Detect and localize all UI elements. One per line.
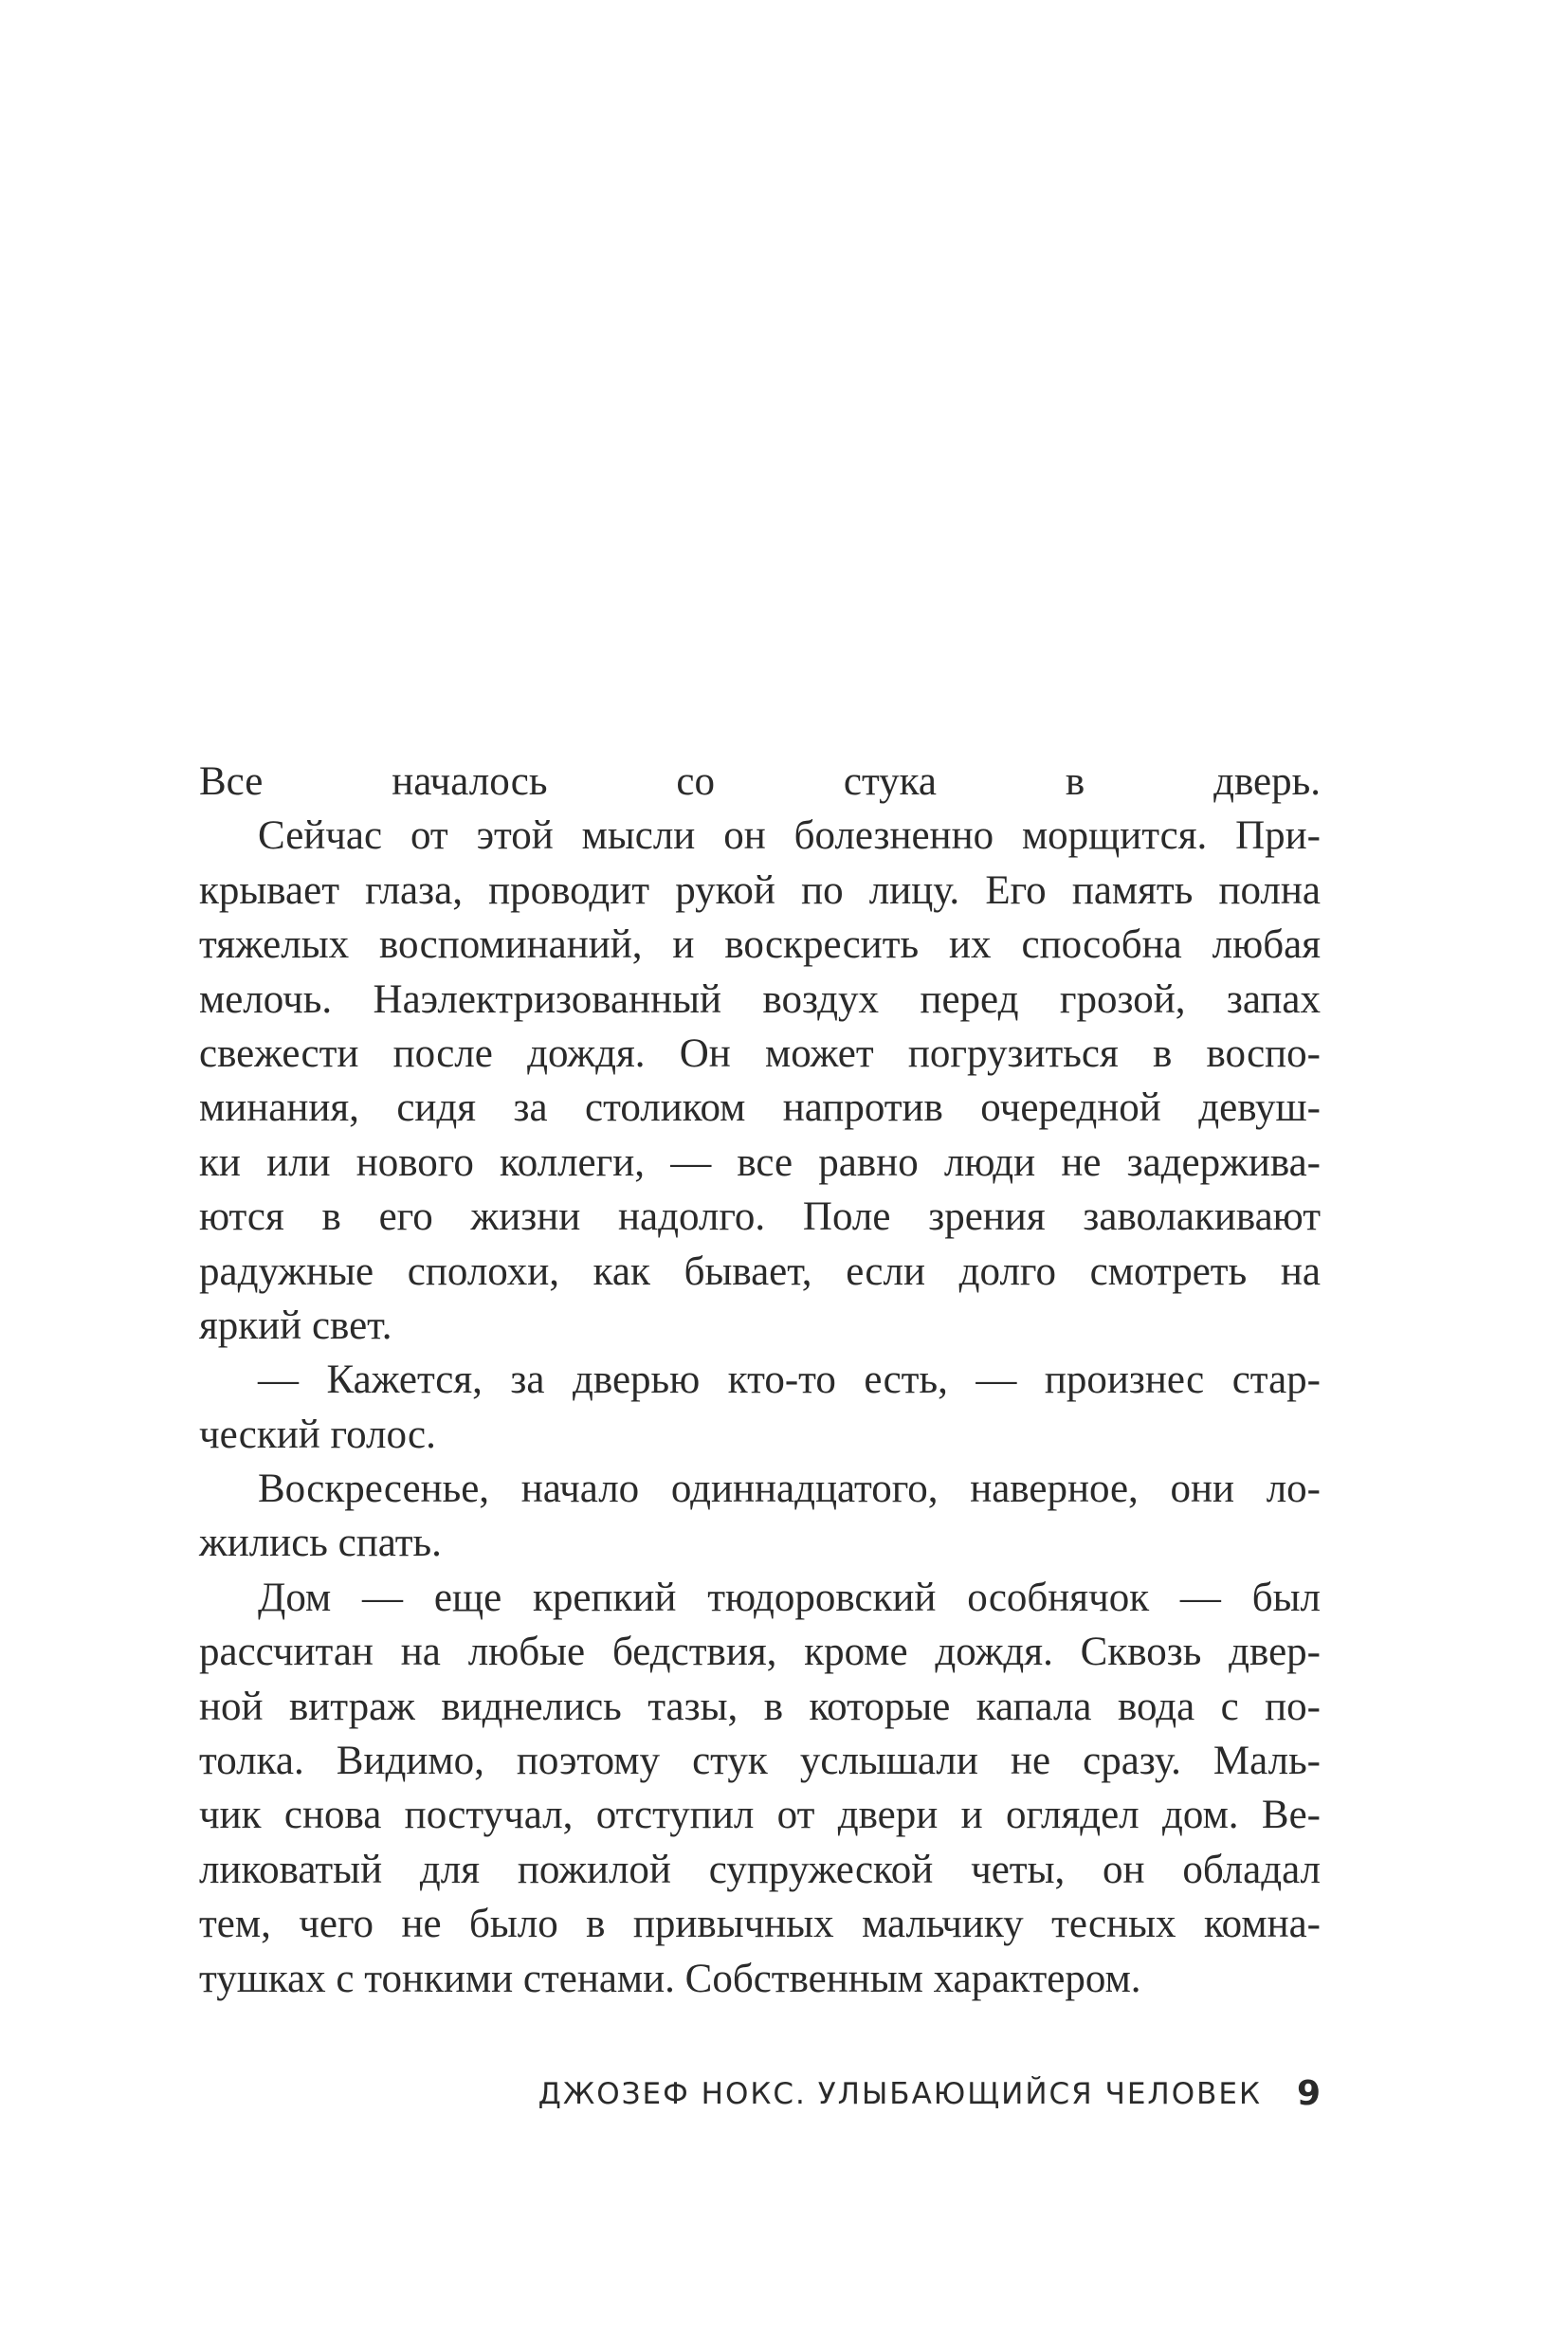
body-line: ной витраж виднелись тазы, в которые капала вода с по-	[199, 1684, 1321, 1729]
body-line: рассчитан на любые бедствия, кроме дождя. Сквозь двер-	[199, 1630, 1321, 1675]
body-line: ки или нового коллеги, — все равно люди не задержива-	[199, 1139, 1321, 1185]
body-line: тушках с тонкими стенами. Собственным характером.	[199, 1956, 1141, 2001]
body-text	[199, 755, 1321, 2006]
body-line: чик снова постучал, отступил от двери и оглядел дом. Ве-	[199, 1793, 1321, 1838]
running-title: ДЖОЗЕФ НОКС. УЛЫБАЮЩИЙСЯ ЧЕЛОВЕК	[538, 2077, 1262, 2111]
body-line: Воскресенье, начало одиннадцатого, наверное, они ло-	[258, 1467, 1321, 1512]
body-line: яркий свет.	[199, 1303, 392, 1348]
body-line: Сейчас от этой мысли он болезненно морщится. При-	[258, 813, 1321, 859]
body-line: ются в его жизни надолго. Поле зрения заволакивают	[199, 1194, 1321, 1240]
body-line: радужные сполохи, как бывает, если долго смотреть на	[199, 1248, 1321, 1294]
body-line: ликоватый для пожилой супружеской четы, он обладал	[199, 1847, 1321, 1892]
body-line: мелочь. Наэлектризованный воздух перед грозой, запах	[199, 976, 1321, 1022]
body-line: тяжелых воспоминаний, и воскресить их способна любая	[199, 922, 1321, 968]
body-line: Дом — еще крепкий тюдоровский особнячок — был	[258, 1575, 1321, 1620]
body-line: толка. Видимо, поэтому стук услышали не сразу. Маль-	[199, 1739, 1321, 1784]
body-line: свежести после дождя. Он может погрузиться в воспо-	[199, 1030, 1321, 1076]
body-line: минания, сидя за столиком напротив очередной девуш-	[199, 1085, 1321, 1131]
page-number: 9	[1296, 2074, 1321, 2113]
body-line: Все началось со стука в дверь.	[199, 759, 1321, 804]
body-line: крывает глаза, проводит рукой по лицу. Его память полна	[199, 867, 1321, 913]
page-footer	[199, 2070, 1321, 2118]
body-line: жились спать.	[199, 1521, 442, 1566]
body-line: — Кажется, за дверью кто-то есть, — произнес стар-	[258, 1358, 1321, 1403]
body-line: тем, чего не было в привычных мальчику тесных комна-	[199, 1902, 1321, 1947]
body-line: ческий голос.	[199, 1412, 436, 1457]
